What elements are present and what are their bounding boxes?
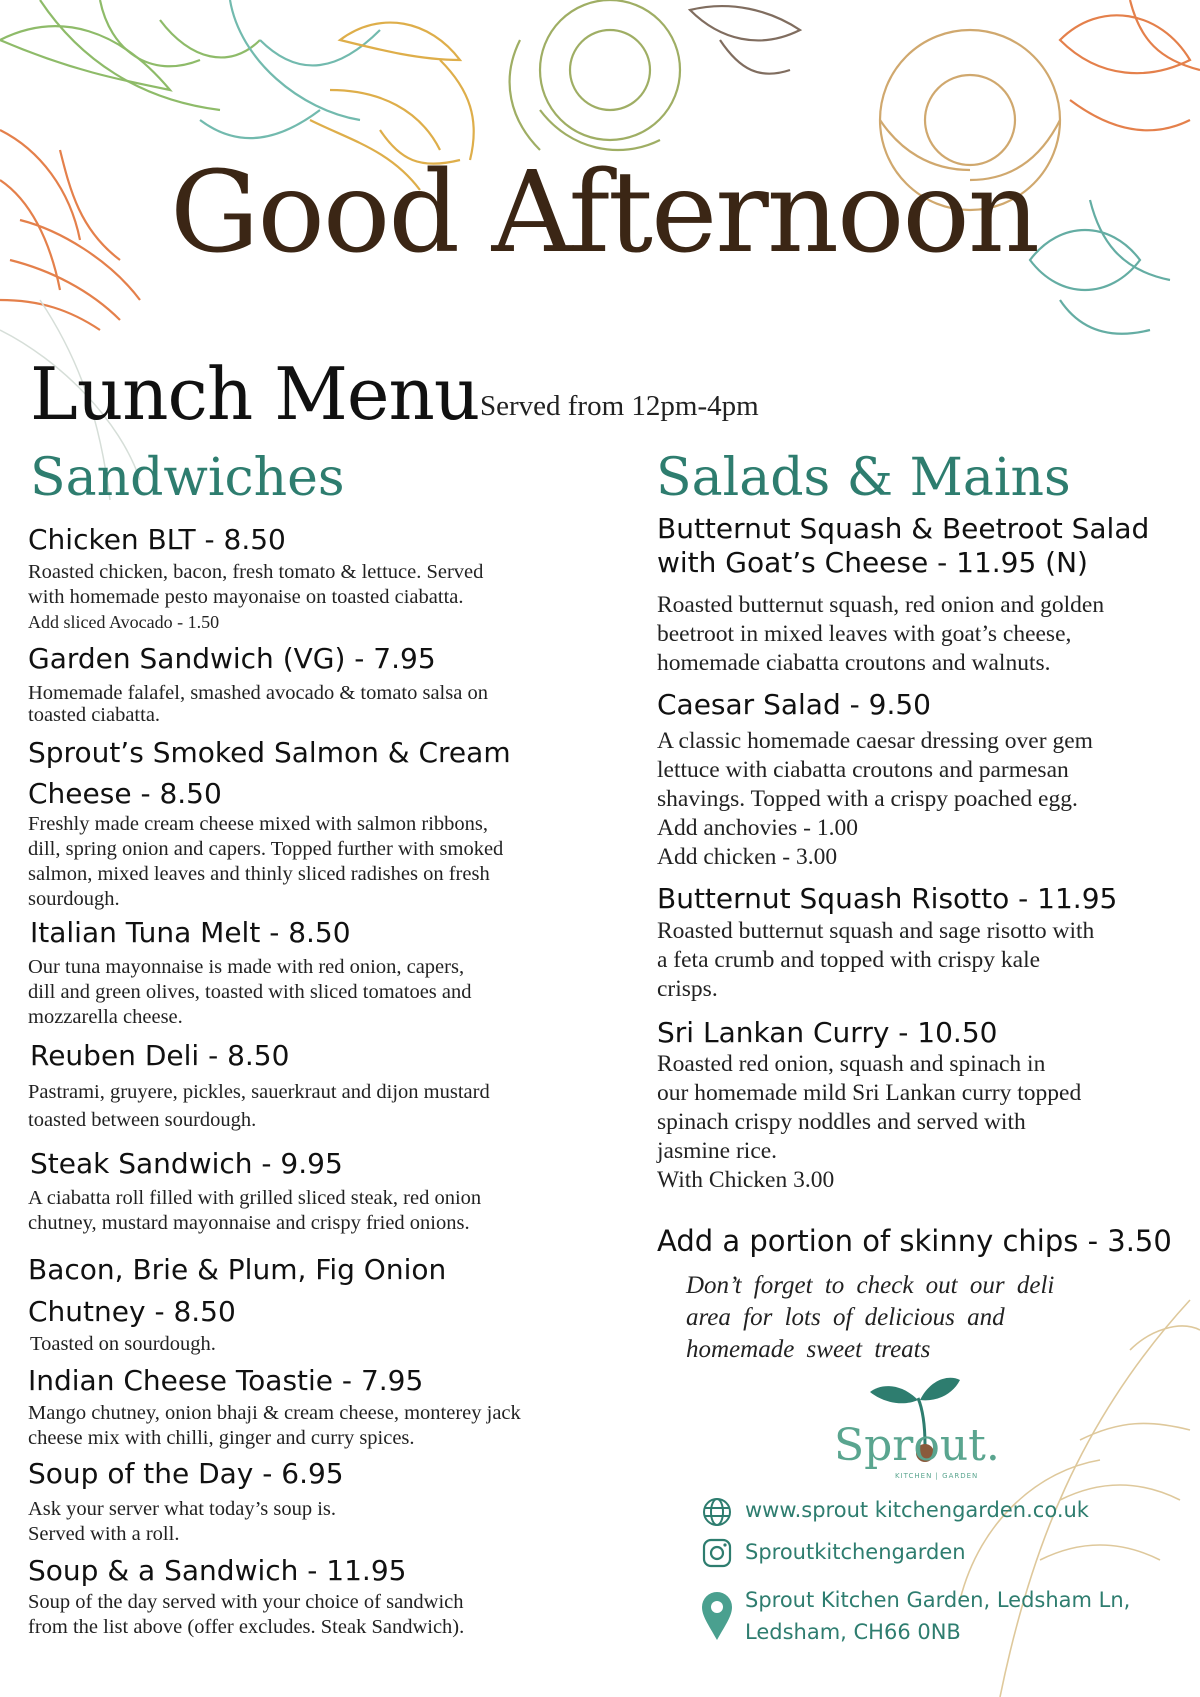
item-name-garden-sandwich: Garden Sandwich (VG) - 7.95 — [28, 642, 436, 675]
item-name-reuben-deli: Reuben Deli - 8.50 — [30, 1039, 290, 1072]
section-heading-salads-mains: Salads & Mains — [656, 448, 1071, 508]
item-desc-sri-lankan-curry: Roasted red onion, squash and spinach in our homemade mild Sri Lankan curry topped spinach crispy noddles and served with jasmine rice. With Chicken 3.00 — [657, 1051, 1082, 1193]
skinny-chips-addon: Add a portion of skinny chips - 3.50 — [657, 1224, 1172, 1258]
item-desc-butternut-risotto: Roasted butternut squash and sage risotto with a feta crumb and topped with crispy kale crisps. — [657, 918, 1095, 1002]
item-desc-indian-cheese-toastie: Mango chutney, onion bhaji & cream cheese, monterey jack cheese mix with chilli, ginger and curry spices. — [28, 1402, 521, 1449]
item-name-chicken-blt: Chicken BLT - 8.50 — [28, 523, 286, 556]
logo-wordmark: Sprout. — [834, 1420, 1000, 1471]
item-desc-garden-sandwich: Homemade falafel, smashed avocado & tomato salsa on toasted ciabatta. — [28, 682, 488, 726]
menu-title: Lunch Menu — [30, 352, 480, 436]
item-name-butternut-salad: Butternut Squash & Beetroot Salad — [657, 512, 1150, 545]
item-desc-steak-sandwich: A ciabatta roll filled with grilled sliced steak, red onion chutney, mustard mayonnaise and crispy fried onions. — [28, 1187, 482, 1234]
item-name-butternut-salad-line2: with Goat’s Cheese - 11.95 (N) — [657, 546, 1088, 579]
globe-icon — [700, 1495, 734, 1529]
item-desc-smoked-salmon: Freshly made cream cheese mixed with salmon ribbons, dill, spring onion and capers. Topped further with smoked salmon, mixed leaves and thinly sliced radishes on fresh sourdough. — [28, 813, 504, 910]
item-name-butternut-risotto: Butternut Squash Risotto - 11.95 — [657, 882, 1118, 915]
item-name-bacon-brie: Bacon, Brie & Plum, Fig Onion — [28, 1253, 447, 1286]
item-desc-bacon-brie: Toasted on sourdough. — [30, 1333, 216, 1355]
website-link[interactable]: www.sprout kitchengarden.co.uk — [745, 1498, 1089, 1522]
section-heading-sandwiches: Sandwiches — [30, 448, 345, 508]
served-hours: Served from 12pm-4pm — [480, 390, 759, 422]
item-desc-tuna-melt: Our tuna mayonnaise is made with red onion, capers, dill and green olives, toasted with sliced tomatoes and mozzarella cheese. — [28, 956, 472, 1028]
instagram-handle[interactable]: Sproutkitchengarden — [745, 1540, 966, 1564]
location-pin-icon — [700, 1590, 734, 1642]
address-line-1: Sprout Kitchen Garden, Ledsham Ln, — [745, 1588, 1131, 1612]
item-name-soup-of-the-day: Soup of the Day - 6.95 — [28, 1457, 344, 1490]
item-name-soup-and-sandwich: Soup & a Sandwich - 11.95 — [28, 1554, 407, 1587]
address-line-2: Ledsham, CH66 0NB — [745, 1620, 961, 1644]
instagram-icon — [700, 1536, 734, 1570]
item-desc-caesar-salad: A classic homemade caesar dressing over gem lettuce with ciabatta croutons and parmesan shavings. Topped with a crispy poached egg. Add anchovies - 1.00 Add chicken - 3.00 — [657, 728, 1093, 870]
item-desc-soup-and-sandwich: Soup of the day served with your choice of sandwich from the list above (offer excludes. Steak Sandwich). — [28, 1591, 465, 1638]
item-name-bacon-brie-line2: Chutney - 8.50 — [28, 1295, 236, 1328]
item-name-smoked-salmon: Sprout’s Smoked Salmon & Cream — [28, 736, 511, 769]
item-desc-soup-of-the-day: Ask your server what today’s soup is. Served with a roll. — [28, 1498, 337, 1545]
item-desc-butternut-salad: Roasted butternut squash, red onion and golden beetroot in mixed leaves with goat’s cheese, homemade ciabatta croutons and walnuts. — [657, 592, 1105, 676]
item-name-steak-sandwich: Steak Sandwich - 9.95 — [30, 1147, 343, 1180]
item-name-indian-cheese-toastie: Indian Cheese Toastie - 7.95 — [28, 1364, 424, 1397]
item-name-caesar-salad: Caesar Salad - 9.50 — [657, 688, 931, 721]
page-title: Good Afternoon — [170, 148, 1038, 278]
deli-note: Don’t forget to check out our deli area for lots of delicious and homemade sweet treats — [686, 1272, 1055, 1363]
item-desc-chicken-blt: Roasted chicken, bacon, fresh tomato & lettuce. Served with homemade pesto mayonaise on toasted ciabatta. Add sliced Avocado - 1.50 — [28, 561, 484, 632]
item-name-tuna-melt: Italian Tuna Melt - 8.50 — [30, 916, 351, 949]
item-desc-reuben-deli: Pastrami, gruyere, pickles, sauerkraut and dijon mustard toasted between sourdough. — [28, 1081, 490, 1131]
item-name-smoked-salmon-line2: Cheese - 8.50 — [28, 777, 222, 810]
logo-subtitle: KITCHEN | GARDEN — [895, 1472, 979, 1480]
item-name-sri-lankan-curry: Sri Lankan Curry - 10.50 — [657, 1016, 998, 1049]
